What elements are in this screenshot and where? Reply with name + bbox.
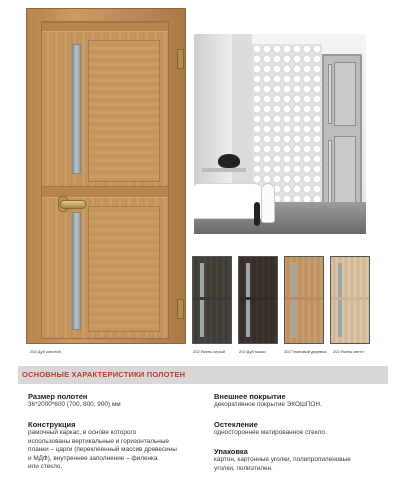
spec-text — [214, 401, 386, 410]
spec-line: или стекло. — [28, 463, 63, 471]
interior-door-panel-top — [334, 62, 356, 126]
interior-door-glass-top — [328, 64, 332, 124]
spec-line: картон, картонные уголки, полипропиленовые — [214, 456, 351, 463]
swatch-glass — [246, 263, 250, 337]
swatch-caption: 202 Ясень серый — [193, 349, 225, 354]
swatch-door-3 — [284, 256, 324, 344]
spec-line: планки – царги (переклеенный массив древесины — [28, 446, 177, 454]
interior-door-glass-bottom — [328, 140, 332, 206]
spec-coating — [214, 392, 386, 410]
swatch-rail — [331, 297, 369, 300]
interior-bowl — [218, 154, 240, 168]
swatch-door-1 — [192, 256, 232, 344]
swatch-rail — [193, 297, 231, 300]
interior-photo — [194, 34, 366, 234]
spec-text — [214, 456, 386, 473]
door-leaf — [41, 21, 169, 339]
spec-line: 36*2000*600 (700, 800, 900) мм — [28, 401, 121, 408]
upper-glass-strip — [72, 44, 81, 174]
swatch-glass — [292, 263, 296, 337]
swatch-caption: 202 Темновой деревья — [284, 349, 327, 354]
swatch-glass — [338, 263, 342, 337]
swatch-rail — [285, 297, 323, 300]
door-frame — [26, 8, 186, 344]
spec-line: уголки, полиэтилен. — [214, 464, 273, 472]
spec-text — [28, 429, 198, 472]
main-door-image — [26, 8, 186, 348]
main-door-caption: 202 Дуб золотой — [30, 349, 61, 354]
swatch-caption: 202 Ясень светл — [333, 349, 364, 354]
spec-heading: Размер полотен — [28, 392, 88, 401]
hinge-bottom — [177, 299, 184, 319]
spec-glazing — [214, 420, 386, 438]
interior-shelf — [202, 168, 246, 172]
spec-heading: Внешнее покрытие — [214, 392, 286, 401]
lower-panel — [88, 206, 160, 332]
spec-size — [28, 392, 198, 410]
interior-door — [322, 54, 362, 218]
spec-heading: Остекление — [214, 420, 258, 429]
section-title: ОСНОВНЫЕ ХАРАКТЕРИСТИКИ ПОЛОТЕН — [22, 370, 186, 379]
interior-white-vase — [262, 184, 274, 222]
spec-packaging — [214, 447, 386, 473]
swatch-rail — [239, 297, 277, 300]
spec-heading: Конструкция — [28, 420, 76, 429]
swatch-glass — [200, 263, 204, 337]
spec-line: декоративное покрытие ЭКОШПОН. — [214, 401, 322, 408]
spec-text — [214, 429, 386, 438]
door-handle — [60, 200, 86, 209]
textured-wall — [252, 44, 322, 204]
swatch-door-2 — [238, 256, 278, 344]
swatch-caption: 202 Дуб мокко — [239, 349, 266, 354]
hinge-top — [177, 49, 184, 69]
spec-line: и МДФ), внутреннее заполнение – филенка — [28, 454, 158, 462]
spec-line: рамочный каркас, в основе которого — [28, 429, 137, 436]
upper-panel — [88, 40, 160, 182]
spec-line: одностороннее матированное стекло. — [214, 429, 327, 436]
lower-glass-strip — [72, 212, 81, 330]
spec-heading: Упаковка — [214, 447, 248, 456]
swatch-door-4 — [330, 256, 370, 344]
spec-line: использованы вертикальные и горизонтальные — [28, 437, 169, 445]
top-rail — [42, 22, 168, 32]
spec-construction — [28, 420, 198, 472]
spec-text — [28, 401, 198, 410]
interior-door-panel-bottom — [334, 136, 356, 208]
interior-dark-vase — [254, 202, 260, 226]
